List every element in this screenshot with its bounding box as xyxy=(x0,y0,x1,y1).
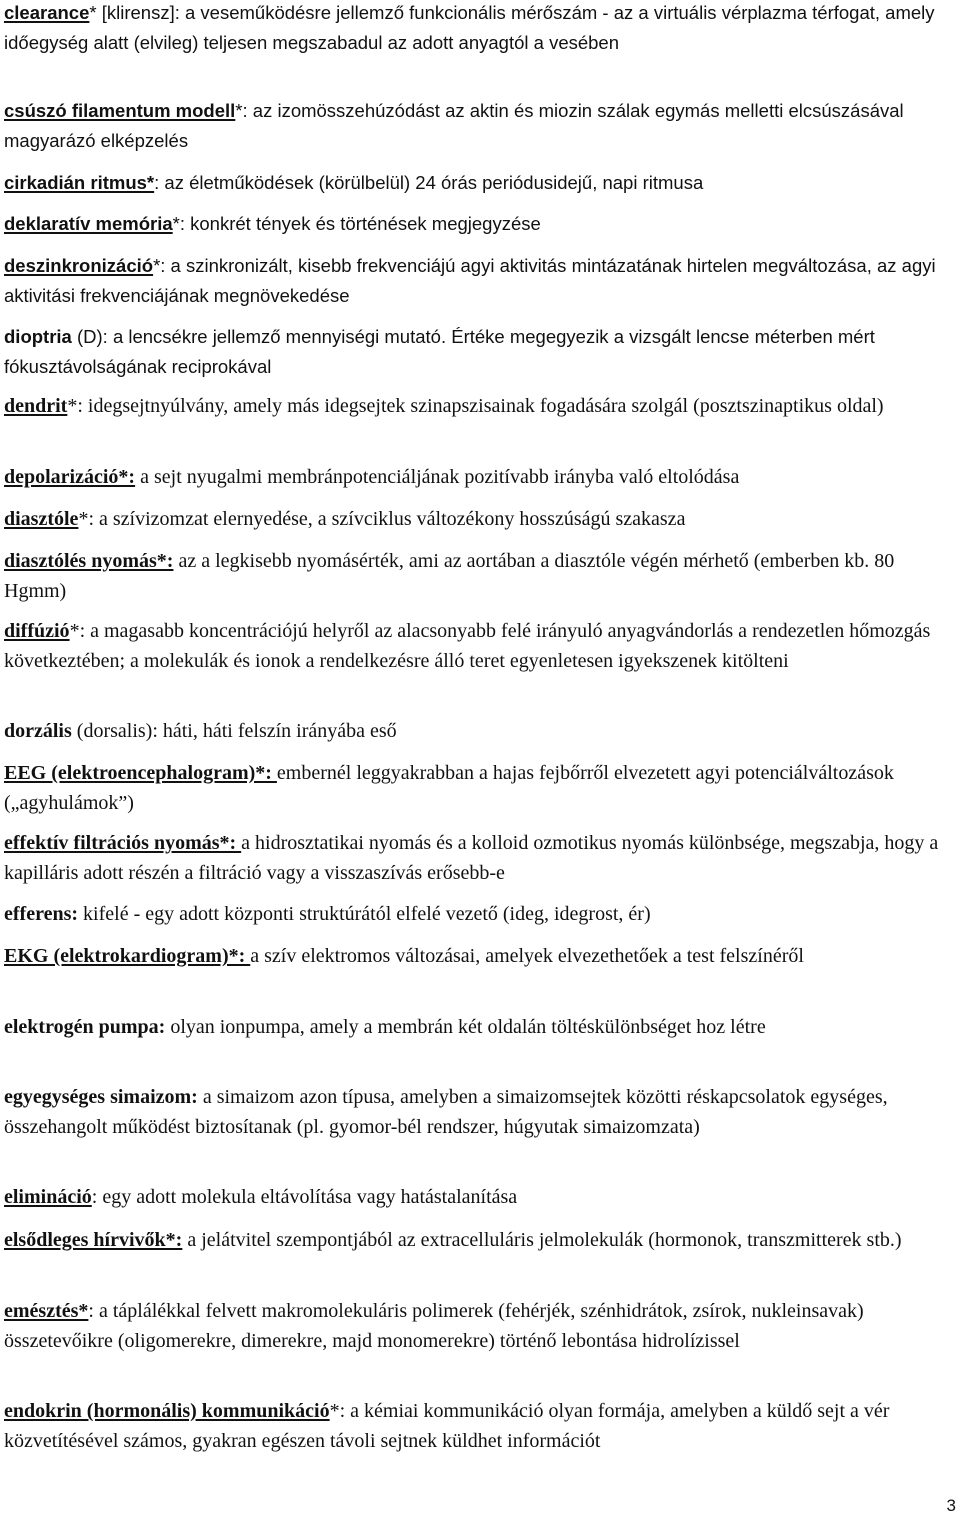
glossary-entry-csuszo-filamentum-modell xyxy=(4,96,960,155)
glossary-entry-eliminacio xyxy=(4,1183,960,1213)
glossary-entry-ekg xyxy=(4,942,960,972)
glossary-entry-diasztoles-nyomas xyxy=(4,547,960,606)
entry-definition: *: a szívizomzat elernyedése, a szívciklus változékony hosszúságú szakasza xyxy=(78,508,686,530)
entry-term: diffúzió xyxy=(4,620,70,642)
entry-term: elektrogén pumpa: xyxy=(4,1016,166,1038)
glossary-entry-eeg xyxy=(4,759,960,818)
entry-term: effektív filtrációs nyomás*: xyxy=(4,832,242,854)
glossary-entry-effektiv-filtracios-nyomas xyxy=(4,829,960,888)
entry-definition: : az életműködések (körülbelül) 24 órás periódusidejű, napi ritmusa xyxy=(154,172,704,193)
entry-term: deklaratív memória xyxy=(4,213,173,234)
entry-definition: a jelátvitel szempontjából az extracelluláris jelmolekulák (hormonok, transzmitterek stb.) xyxy=(182,1229,902,1251)
entry-definition: olyan ionpumpa, amely a membrán két oldalán töltéskülönbséget hoz létre xyxy=(165,1016,766,1038)
entry-definition: a szív elektromos változásai, amelyek elvezethetőek a test felszínéről xyxy=(250,945,804,967)
entry-definition: az a legkisebb nyomásérték, ami az aortában a diasztóle végén mérhető (emberben kb. 80 Hgmm) xyxy=(4,550,895,602)
entry-term: egyegységes simaizom: xyxy=(4,1086,198,1108)
entry-term: elsődleges hírvivők*: xyxy=(4,1229,183,1251)
entry-definition: (D): a lencsékre jellemző mennyiségi mutató. Értéke megegyezik a vizsgált lencse méterben mért fókusztávolságának reciprokával xyxy=(4,326,875,377)
entry-definition: * [klirensz]: a veseműködésre jellemző funkcionális mérőszám - az a virtuális vérplazma térfogat, amely időegység alatt (elvileg) teljesen megszabadul az adott anyagtól a vesében xyxy=(4,2,935,53)
entry-term: depolarizáció*: xyxy=(4,466,136,488)
entry-definition: a hidrosztatikai nyomás és a kolloid ozmotikus nyomás különbsége, megszabja, hogy a kapilláris adott részén a filtráció vagy a visszaszívás erősebb-e xyxy=(4,832,939,884)
glossary-entry-deklarativ-memoria xyxy=(4,209,960,239)
entry-definition: *: idegsejtnyúlvány, amely más idegsejtek szinapszisainak fogadására szolgál (posztszinaptikus oldal) xyxy=(67,395,884,417)
glossary-entry-elsodleges-hirvivok xyxy=(4,1226,960,1256)
entry-definition: : a táplálékkal felvett makromolekuláris polimerek (fehérjék, szénhidrátok, zsírok, nukleinsavak) összetevőikre (oligomerekre, dimerekre, majd monomerekre) történő lebontása hidrolízissel xyxy=(4,1300,864,1352)
entry-definition: *: a kémiai kommunikáció olyan formája, amelyben a küldő sejt a vér közvetítésével számos, gyakran egészen távoli sejtnek küldhet információt xyxy=(4,1400,890,1452)
entry-definition: *: az izomösszehúzódást az aktin és miozin szálak egymás melletti elcsúszásával magyarázó elképzelés xyxy=(4,100,904,151)
glossary-entry-dendrit xyxy=(4,392,960,422)
glossary-entry-depolarizacio xyxy=(4,463,960,493)
entry-definition: *: a szinkronizált, kisebb frekvenciájú agyi aktivitás mintázatának hirtelen megváltozása, az agyi aktivitási frekvenciájának megnövekedése xyxy=(4,255,936,306)
entry-term: dendrit xyxy=(4,395,68,417)
entry-term: dioptria xyxy=(4,326,72,347)
entry-term: elimináció xyxy=(4,1186,92,1208)
entry-definition: a simaizom azon típusa, amelyben a simaizomsejtek közötti réskapcsolatok egységes, összehangolt működést biztosítanak (pl. gyomor-bél rendszer, húgyutak simaizomzata) xyxy=(4,1086,888,1138)
entry-definition: kifelé - egy adott központi struktúrától elfelé vezető (ideg, idegrost, ér) xyxy=(78,903,651,925)
glossary-entry-emesztes xyxy=(4,1297,960,1356)
entry-definition: a sejt nyugalmi membránpotenciáljának pozitívabb irányba való eltolódása xyxy=(135,466,740,488)
glossary-entry-clearance xyxy=(4,0,960,57)
entry-term: cirkadián ritmus* xyxy=(4,172,155,193)
glossary-entry-dioptria xyxy=(4,322,960,381)
entry-term: clearance xyxy=(4,2,90,23)
glossary-entry-deszinkronizacio xyxy=(4,251,960,310)
entry-term: efferens: xyxy=(4,903,79,925)
entry-term: diasztóle xyxy=(4,508,79,530)
glossary-entry-dorzalis xyxy=(4,717,960,747)
page-number: 3 xyxy=(946,1496,956,1515)
entry-term: EKG (elektrokardiogram)*: xyxy=(4,945,251,967)
entry-definition: *: a magasabb koncentrációjú helyről az alacsonyabb felé irányuló anyagvándorlás a rendezetlen hőmozgás következtében; a molekulák és ionok a rendelkezésre álló teret egyenletesen igyekszenek kitölteni xyxy=(4,620,931,672)
entry-term: csúszó filamentum modell xyxy=(4,100,236,121)
entry-definition: : egy adott molekula eltávolítása vagy hatástalanítása xyxy=(91,1186,518,1208)
glossary-entry-elektrogen-pumpa xyxy=(4,1013,960,1043)
entry-definition: embernél leggyakrabban a hajas fejbőrről elvezetett agyi potenciálváltozások („agyhulámok”) xyxy=(4,762,894,814)
entry-term: diasztólés nyomás*: xyxy=(4,550,174,572)
glossary-entry-egyegyseges-simaizom xyxy=(4,1083,960,1142)
glossary-entry-diasztole xyxy=(4,505,960,535)
entry-term: dorzális xyxy=(4,720,72,742)
entry-definition: (dorsalis): háti, háti felszín irányába eső xyxy=(71,720,397,742)
glossary-entry-cirkadian-ritmus xyxy=(4,168,960,198)
entry-term: EEG (elektroencephalogram)*: xyxy=(4,762,277,784)
entry-term: endokrin (hormonális) kommunikáció xyxy=(4,1400,330,1422)
entry-term: deszinkronizáció xyxy=(4,255,154,276)
entry-term: emésztés* xyxy=(4,1300,89,1322)
glossary-entry-efferens xyxy=(4,900,960,930)
entry-definition: *: konkrét tények és történések megjegyzése xyxy=(172,213,541,234)
glossary-entry-diffuzio xyxy=(4,617,960,676)
glossary-entry-endokrin-kommunikacio xyxy=(4,1397,960,1456)
